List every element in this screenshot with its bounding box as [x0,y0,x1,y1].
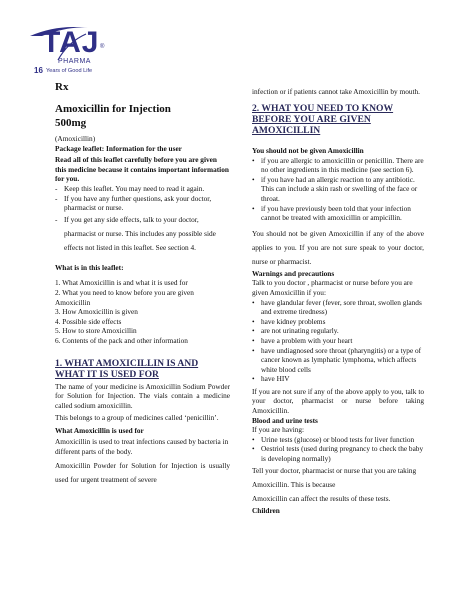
section-1-paragraph: Amoxicillin Powder for Solution for Injection is usually used for urgent treatment of severe [55,460,230,484]
rx-label: Rx [55,81,69,93]
section-1-heading: 1. WHAT AMOXICILLIN IS AND WHAT IT IS USED FOR [55,357,199,380]
tell-paragraph: Amoxicillin can affect the results of these tests. [252,493,391,503]
left-column [55,80,230,487]
list-item: 4. Possible side effects [55,316,122,326]
contents-heading: What is in this leaflet: [55,262,124,272]
not-given-list [252,156,424,223]
section-1-paragraph: This belongs to a group of medicines called ‘penicillin’. [55,413,219,423]
continued-paragraph: infection or if patients cannot take Amoxicillin by mouth. [252,87,420,96]
logo-tagline-number: 16 [34,66,43,75]
right-column [252,85,424,515]
warnings-heading: Warnings and precautions [252,268,335,278]
list-item: 6. Contents of the pack and other information [55,335,188,345]
read-notice: Read all of this leaflet carefully before you are given this medicine because it contains important information for you. [55,155,229,184]
taj-pharma-logo [28,22,118,80]
section-1-paragraph: Amoxicillin is used to treat infections caused by bacteria in different parts of the body. [55,437,229,457]
list-item: • if you have had an allergic reaction to any antibiotic. This can include a skin rash or swelling of the face or throat. [252,174,418,203]
list-item: • have a problem with your heart [252,335,353,345]
warnings-list [252,298,424,384]
used-for-heading: What Amoxicillin is used for [55,425,144,435]
notice-list [55,184,230,255]
blood-tests-heading: Blood and urine tests [252,415,318,425]
list-item: • have glandular fever (fever, sore throat, swollen glands and extreme tiredness) [252,297,422,317]
warnings-intro: Talk to you doctor , pharmacist or nurse before you are given Amoxicillin if you: [252,278,413,297]
list-item: • have HIV [252,374,290,384]
list-item: 5. How to store Amoxicillin [55,326,137,336]
logo-brand: TAJ [42,26,100,59]
list-item: • have undiagnosed sore throat (pharyngitis) or a type of cancer known as lymphatic lymphoma, which affects white blood cells [252,345,422,374]
not-given-heading: You should not be given Amoxicillin [252,146,364,155]
children-heading: Children [252,505,280,515]
list-item: 2. What you need to know before you are given Amoxicillin [55,287,194,307]
logo-tagline: Years of Good Life [46,68,93,74]
list-item: • if you have previously been told that your infection cannot be treated with amoxicillin or ampicillin. [252,203,411,223]
contents-list [55,278,230,345]
section-1-paragraph: The name of your medicine is Amoxicillin Sodium Powder for Solution for Injection. The vials contain a medicine called sodium amoxicillin. [55,381,230,410]
drug-strength: 500mg [55,117,87,129]
list-item: - Keep this leaflet. You may need to read it again. [55,183,205,193]
not-sure-paragraph: If you are not sure if any of the above apply to you, talk to your doctor, pharmacist or nurse before taking Amoxicillin. [252,386,424,416]
section-2-heading: 2. WHAT YOU NEED TO KNOW BEFORE YOU ARE GIVEN AMOXICILLIN [252,103,394,136]
blood-tests-intro: If you are having: [252,425,305,435]
list-item: 3. How Amoxicillin is given [55,307,138,317]
list-item: - If you get any side effects, talk to your doctor, pharmacist or nurse. This includes any possible side effects not listed in this leaflet. See section 4. [55,214,216,252]
generic-name: (Amoxicillin) [55,134,96,143]
list-item: 1. What Amoxicillin is and what it is used for [55,278,188,288]
logo-registered-mark: ® [100,44,105,50]
if-any-paragraph: You should not be given Amoxicillin if any of the above applies to you. If you are not sure speak to your doctor, nurse or pharmacist. [252,228,424,266]
tell-paragraph: Tell your doctor, pharmacist or nurse that you are taking Amoxicillin. This is because [252,465,417,489]
blood-tests-list [252,435,424,464]
drug-title: Amoxicillin for Injection [55,103,171,115]
list-item: • Oestriol tests (used during pregnancy to check the baby is developing normally) [252,444,424,464]
list-item: • have kidney problems [252,316,326,326]
list-item: - If you have any further questions, ask your doctor, pharmacist or nurse. [55,193,212,213]
leaflet-type: Package leaflet: Information for the user [55,143,182,153]
logo-sub: PHARMA [58,58,91,65]
list-item: • if you are allergic to amoxicillin or penicillin. There are no other ingredients in this medicine (see section 6). [252,155,424,175]
list-item: • are not urinating regularly. [252,326,339,336]
list-item: • Urine tests (glucose) or blood tests for liver function [252,434,415,444]
